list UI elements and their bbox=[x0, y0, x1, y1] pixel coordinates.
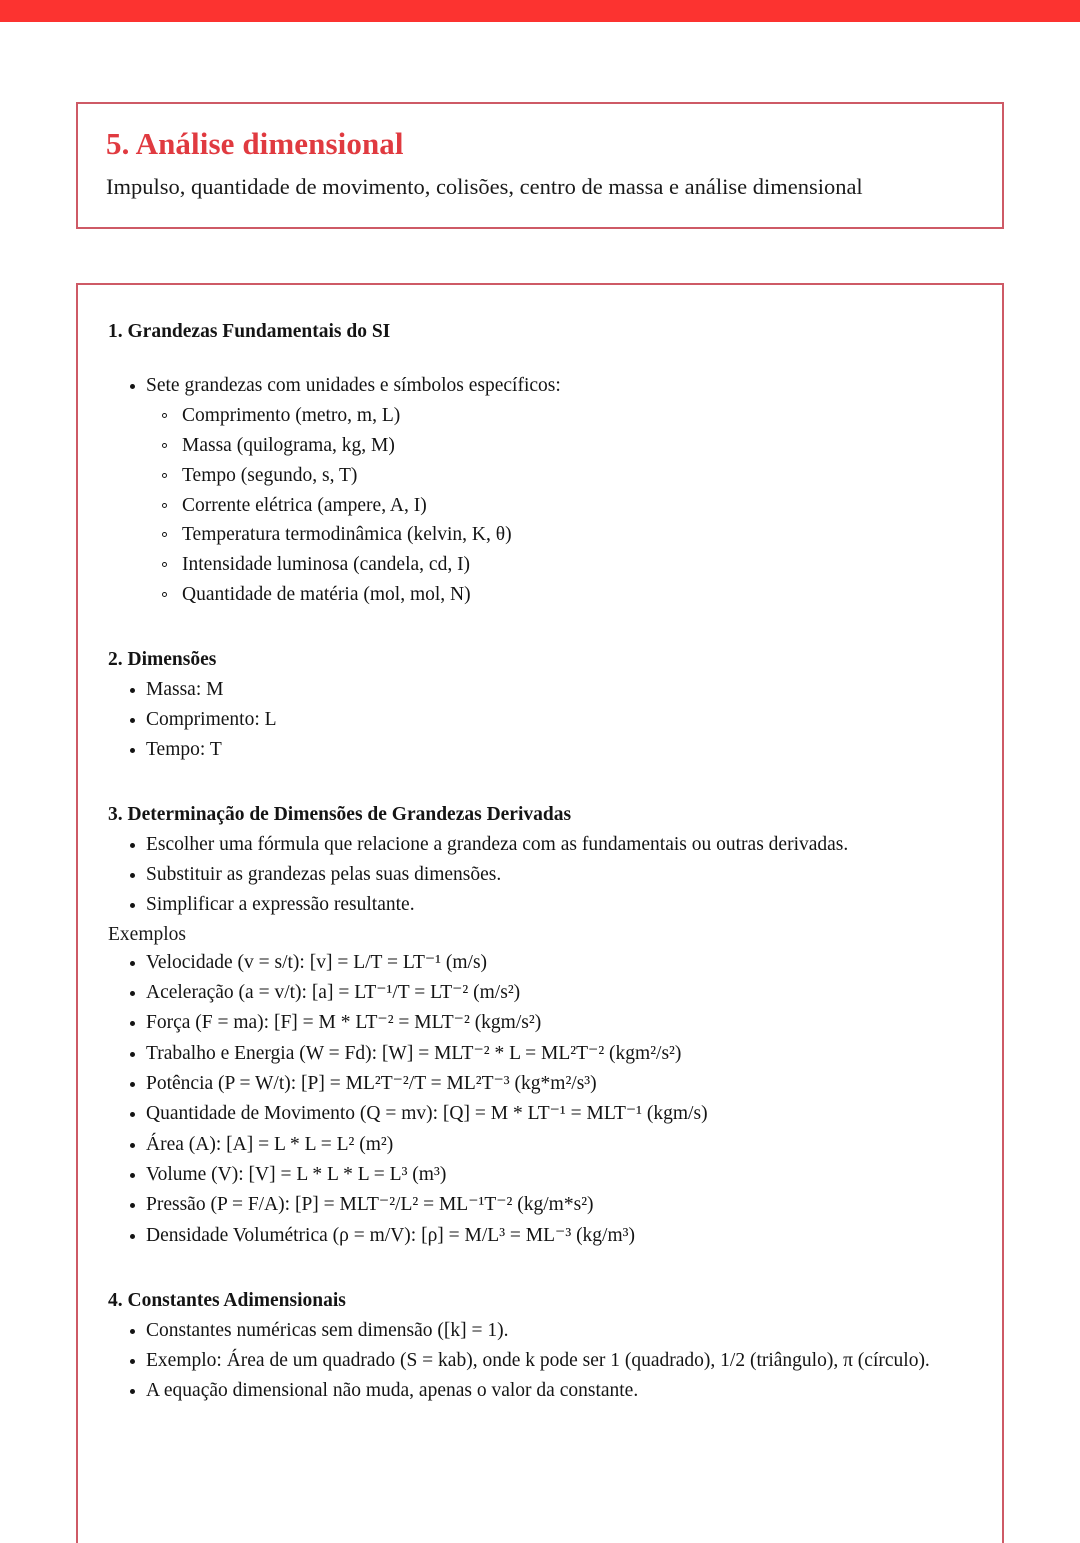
list-item: Comprimento: L bbox=[108, 705, 972, 735]
list-item: A equação dimensional não muda, apenas o valor da constante. bbox=[108, 1376, 972, 1406]
list-item: Aceleração (a = v/t): [a] = LT⁻¹/T = LT⁻² (m/s²) bbox=[108, 978, 972, 1008]
section-heading-dimensoes: 2. Dimensões bbox=[108, 648, 217, 670]
document-page bbox=[0, 22, 1080, 1528]
list-item: Potência (P = W/t): [P] = ML²T⁻²/T = ML²T⁻³ (kg*m²/s³) bbox=[108, 1069, 972, 1099]
list-item: Velocidade (v = s/t): [v] = L/T = LT⁻¹ (m/s) bbox=[108, 948, 972, 978]
list-item: Substituir as grandezas pelas suas dimensões. bbox=[108, 860, 972, 890]
list-item: Temperatura termodinâmica (kelvin, K, θ) bbox=[144, 520, 972, 550]
section-heading-constantes-adimensionais: 4. Constantes Adimensionais bbox=[108, 1289, 346, 1311]
list-item: Escolher uma fórmula que relacione a grandeza com as fundamentais ou outras derivadas. bbox=[108, 830, 972, 860]
document-body-card bbox=[76, 283, 1004, 1543]
dimensoes-list bbox=[108, 675, 972, 764]
section-heading-determinacao-dimensoes: 3. Determinação de Dimensões de Grandezas Derivadas bbox=[108, 803, 572, 825]
page-title: 5. Análise dimensional bbox=[106, 126, 404, 161]
list-item: Sete grandezas com unidades e símbolos específicos: bbox=[108, 371, 972, 401]
list-item: Tempo (segundo, s, T) bbox=[144, 461, 972, 491]
list-item: Área (A): [A] = L * L = L² (m²) bbox=[108, 1130, 972, 1160]
list-item: Simplificar a expressão resultante. bbox=[108, 890, 972, 920]
list-item: Força (F = ma): [F] = M * LT⁻² = MLT⁻² (kgm/s²) bbox=[108, 1008, 972, 1038]
list-item: Massa (quilograma, kg, M) bbox=[144, 431, 972, 461]
list-item: Intensidade luminosa (candela, cd, I) bbox=[144, 550, 972, 580]
document-header-card bbox=[76, 102, 1004, 229]
list-item: Trabalho e Energia (W = Fd): [W] = MLT⁻² * L = ML²T⁻² (kgm²/s²) bbox=[108, 1039, 972, 1069]
examples-list bbox=[108, 948, 972, 1251]
list-item: Tempo: T bbox=[108, 735, 972, 765]
list-item: Pressão (P = F/A): [P] = MLT⁻²/L² = ML⁻¹T⁻² (kg/m*s²) bbox=[108, 1190, 972, 1220]
list-item: Corrente elétrica (ampere, A, I) bbox=[144, 491, 972, 521]
top-accent-bar bbox=[0, 0, 1080, 22]
grandezas-fundamentais-list bbox=[108, 371, 972, 401]
examples-label: Exemplos bbox=[108, 923, 186, 945]
grandezas-fundamentais-sublist bbox=[144, 401, 972, 610]
determinacao-steps-list bbox=[108, 830, 972, 919]
grandezas-sublist-wrapper bbox=[108, 401, 972, 610]
constantes-adimensionais-list bbox=[108, 1316, 972, 1405]
list-item: Massa: M bbox=[108, 675, 972, 705]
list-item: Volume (V): [V] = L * L * L = L³ (m³) bbox=[108, 1160, 972, 1190]
list-item: Quantidade de matéria (mol, mol, N) bbox=[144, 580, 972, 610]
list-item: Quantidade de Movimento (Q = mv): [Q] = M * LT⁻¹ = MLT⁻¹ (kgm/s) bbox=[108, 1099, 972, 1129]
list-item: Exemplo: Área de um quadrado (S = kab), onde k pode ser 1 (quadrado), 1/2 (triângulo), π (círculo). bbox=[108, 1346, 972, 1376]
list-item: Densidade Volumétrica (ρ = m/V): [ρ] = M/L³ = ML⁻³ (kg/m³) bbox=[108, 1221, 972, 1251]
section-heading-grandezas-fundamentais: 1. Grandezas Fundamentais do SI bbox=[108, 321, 391, 342]
list-item: Constantes numéricas sem dimensão ([k] = 1). bbox=[108, 1316, 972, 1346]
list-item: Comprimento (metro, m, L) bbox=[144, 401, 972, 431]
page-subtitle: Impulso, quantidade de movimento, colisões, centro de massa e análise dimensional bbox=[106, 173, 863, 199]
